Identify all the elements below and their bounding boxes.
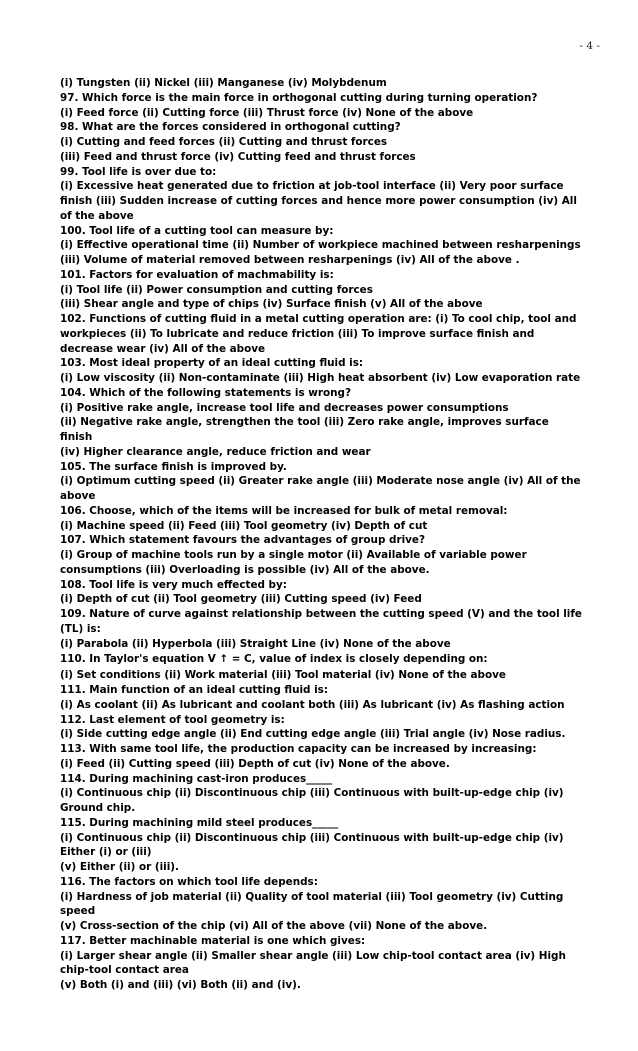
page-number: - 4 - (579, 40, 600, 52)
answer-line: (i) Set conditions (ii) Work material (iii) Tool material (iv) None of the above (60, 669, 506, 682)
answer-line: (i) As coolant (ii) As lubricant and coolant both (iii) As lubricant (iv) As flashing action (60, 698, 565, 711)
answer-line: (i) Depth of cut (ii) Tool geometry (iii) Cutting speed (iv) Feed (60, 593, 422, 606)
question-line: 110. In Taylor's equation V ↑ = C, value of index is closely depending on: (60, 653, 488, 666)
question-line: 100. Tool life of a cutting tool can measure by: (60, 224, 334, 237)
text-line: (i) Tungsten (ii) Nickel (iii) Manganese (iv) Molybdenum (60, 77, 387, 89)
answer-line: (i) Hardness of job material (ii) Quality of tool material (iii) Tool geometry (iv) Cutting speed (60, 890, 567, 918)
question-line: 97. Which force is the main force in orthogonal cutting during turning operation? (60, 91, 538, 104)
answer-line: (iii) Volume of material removed between resharpenings (iv) All of the above . (60, 254, 520, 266)
question-line: 98. What are the forces considered in orthogonal cutting? (60, 121, 401, 134)
answer-line: (ii) Negative rake angle, strengthen the tool (iii) Zero rake angle, improves surface finish (60, 416, 553, 443)
answer-line: (i) Larger shear angle (ii) Smaller shear angle (iii) Low chip-tool contact area (iv) High chip-tool contact area (60, 949, 570, 977)
question-line: 107. Which statement favours the advantages of group drive? (60, 534, 425, 547)
question-line: 112. Last element of tool geometry is: (60, 713, 285, 726)
answer-line: (iii) Feed and thrust force (iv) Cutting feed and thrust forces (60, 150, 416, 163)
answer-line: (i) Feed (ii) Cutting speed (iii) Depth of cut (iv) None of the above. (60, 757, 450, 770)
answer-line: (i) Low viscosity (ii) Non-contaminate (iii) High heat absorbent (iv) Low evaporation rate (60, 372, 581, 384)
answer-line: (iii) Shear angle and type of chips (iv) Surface finish (v) All of the above (60, 298, 483, 311)
question-list (60, 76, 584, 993)
answer-line: (v) Cross-section of the chip (vi) All of the above (vii) None of the above. (60, 920, 488, 932)
answer-line: (v) Either (ii) or (iii). (60, 861, 179, 873)
question-line: 111. Main function of an ideal cutting fluid is: (60, 684, 329, 696)
answer-line: (i) Positive rake angle, increase tool life and decreases power consumptions (60, 401, 509, 414)
question-line: 106. Choose, which of the items will be increased for bulk of metal removal: (60, 504, 508, 517)
question-line: 108. Tool life is very much effected by: (60, 578, 287, 591)
answer-line: (i) Group of machine tools run by a single motor (ii) Available of variable power consumptions (iii) Overloading is possible (iv) All of the above. (60, 549, 531, 576)
answer-line: (i) Effective operational time (ii) Number of workpiece machined between resharpenings (60, 239, 581, 252)
answer-line: (i) Continuous chip (ii) Discontinuous chip (iii) Continuous with built-up-edge chip (iv) Either (i) or (iii) (60, 831, 568, 859)
answer-line: (i) Machine speed (ii) Feed (iii) Tool geometry (iv) Depth of cut (60, 519, 428, 532)
answer-line: (i) Continuous chip (ii) Discontinuous chip (iii) Continuous with built-up-edge chip (iv) Ground chip. (60, 787, 568, 814)
answer-line: (i) Cutting and feed forces (ii) Cutting and thrust forces (60, 136, 388, 148)
answer-line: (iv) Higher clearance angle, reduce friction and wear (60, 445, 371, 458)
answer-line: (i) Side cutting edge angle (ii) End cutting edge angle (iii) Trial angle (iv) Nose radius. (60, 728, 566, 741)
answer-line: (i) Excessive heat generated due to friction at job-tool interface (ii) Very poor surface finish (iii) Sudden increase of cutting forces and hence more power consumption (iv) All of the above (60, 180, 581, 222)
question-line: 103. Most ideal property of an ideal cutting fluid is: (60, 357, 364, 370)
question-line: 99. Tool life is over due to: (60, 165, 217, 178)
answer-line: (i) Parabola (ii) Hyperbola (iii) Straight Line (iv) None of the above (60, 637, 451, 650)
answer-line: (i) Tool life (ii) Power consumption and cutting forces (60, 283, 373, 296)
question-line: 101. Factors for evaluation of machmability is: (60, 268, 334, 281)
answer-line: (i) Optimum cutting speed (ii) Greater rake angle (iii) Moderate nose angle (iv) All of the above (60, 475, 585, 502)
question-line: 113. With same tool life, the production capacity can be increased by increasing: (60, 743, 537, 755)
question-line: 102. Functions of cutting fluid in a metal cutting operation are: (i) To cool chip, tool and workpieces (ii) To lubricate and reduce friction (iii) To improve surface finish and decrease wear (iv) All of the above (60, 313, 581, 355)
question-line: 109. Nature of curve against relationship between the cutting speed (V) and the tool life (TL) is: (60, 608, 586, 635)
answer-line: (v) Both (i) and (iii) (vi) Both (ii) and (iv). (60, 979, 301, 991)
question-line: 104. Which of the following statements is wrong? (60, 386, 351, 399)
question-line: 105. The surface finish is improved by. (60, 460, 287, 473)
answer-line: (i) Feed force (ii) Cutting force (iii) Thrust force (iv) None of the above (60, 106, 474, 119)
question-line: 115. During machining mild steel produces_____ (60, 816, 339, 829)
question-line: 117. Better machinable material is one which gives: (60, 934, 366, 947)
question-line: 116. The factors on which tool life depends: (60, 875, 318, 888)
question-line: 114. During machining cast-iron produces_____ (60, 772, 333, 785)
